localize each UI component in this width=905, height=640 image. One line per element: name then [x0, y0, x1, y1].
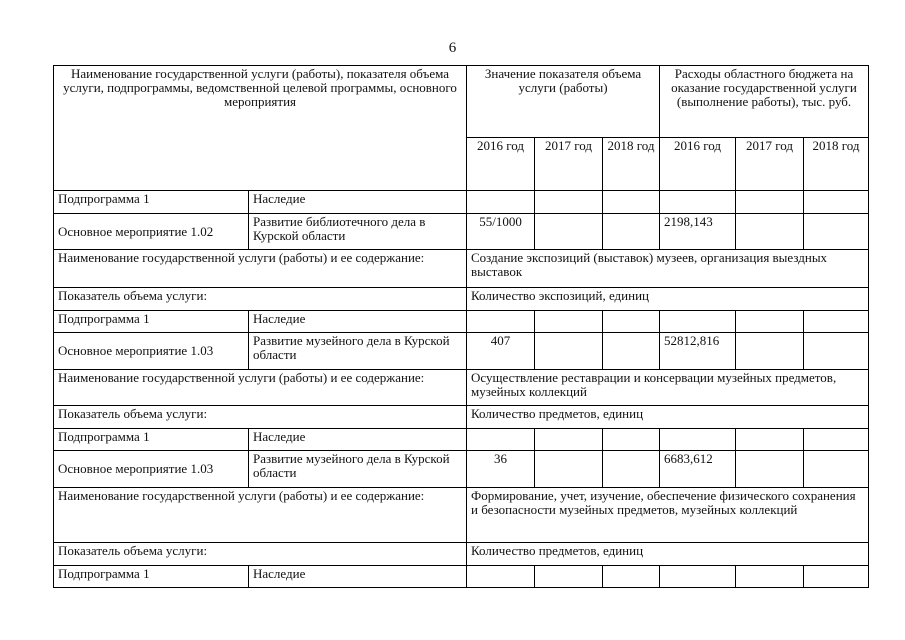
header-year: 2018 год — [804, 138, 869, 191]
empty-cell — [804, 311, 869, 333]
activity-row — [54, 333, 869, 370]
indicator-row — [54, 543, 869, 566]
empty-cell — [467, 311, 535, 333]
indicator-text: Количество экспозиций, единиц — [467, 288, 869, 311]
header-year: 2016 год — [660, 138, 736, 191]
empty-cell — [804, 566, 869, 588]
empty-cell — [467, 429, 535, 451]
empty-cell — [736, 311, 804, 333]
header-row — [54, 66, 869, 138]
subprogram-row — [54, 191, 869, 214]
service-label: Наименование государственной услуги (работы) и ее содержание: — [54, 250, 467, 288]
value-cell — [736, 333, 804, 370]
empty-cell — [804, 429, 869, 451]
service-text: Осуществление реставрации и консервации музейных предметов, музейных коллекций — [467, 370, 869, 406]
header-year: 2017 год — [535, 138, 603, 191]
value-cell — [736, 451, 804, 488]
activity-label: Основное мероприятие 1.03 — [54, 451, 249, 488]
value-cell: 2198,143 — [660, 214, 736, 250]
subprogram-name: Наследие — [249, 429, 467, 451]
value-cell — [804, 214, 869, 250]
subprogram-row — [54, 566, 869, 588]
empty-cell — [660, 311, 736, 333]
activity-row — [54, 451, 869, 488]
indicator-label: Показатель объема услуги: — [54, 288, 467, 311]
activity-name: Развитие музейного дела в Курской области — [249, 333, 467, 370]
value-cell — [804, 333, 869, 370]
indicator-label: Показатель объема услуги: — [54, 406, 467, 429]
value-cell: 36 — [467, 451, 535, 488]
empty-cell — [467, 566, 535, 588]
empty-cell — [660, 429, 736, 451]
value-cell — [535, 214, 603, 250]
service-label: Наименование государственной услуги (работы) и ее содержание: — [54, 370, 467, 406]
activity-label: Основное мероприятие 1.02 — [54, 214, 249, 250]
empty-cell — [603, 566, 660, 588]
service-text: Создание экспозиций (выставок) музеев, организация выездных выставок — [467, 250, 869, 288]
indicator-row — [54, 288, 869, 311]
empty-cell — [804, 191, 869, 214]
header-year: 2018 год — [603, 138, 660, 191]
value-cell: 407 — [467, 333, 535, 370]
empty-cell — [603, 191, 660, 214]
service-text: Формирование, учет, изучение, обеспечение физического сохранения и безопасности музейных предметов, музейных коллекций — [467, 488, 869, 543]
empty-cell — [736, 191, 804, 214]
value-cell — [736, 214, 804, 250]
value-cell — [603, 333, 660, 370]
activity-label: Основное мероприятие 1.03 — [54, 333, 249, 370]
subprogram-row — [54, 429, 869, 451]
indicator-row — [54, 406, 869, 429]
header-year: 2016 год — [467, 138, 535, 191]
empty-cell — [736, 429, 804, 451]
empty-cell — [736, 566, 804, 588]
subprogram-name: Наследие — [249, 566, 467, 588]
value-cell: 55/1000 — [467, 214, 535, 250]
value-cell: 52812,816 — [660, 333, 736, 370]
service-row — [54, 488, 869, 543]
empty-cell — [603, 429, 660, 451]
subprogram-label: Подпрограмма 1 — [54, 566, 249, 588]
value-cell — [535, 333, 603, 370]
value-cell — [603, 451, 660, 488]
empty-cell — [535, 191, 603, 214]
empty-cell — [603, 311, 660, 333]
subprogram-name: Наследие — [249, 311, 467, 333]
header-indicator-group: Значение показателя объема услуги (работы) — [467, 66, 660, 138]
service-label: Наименование государственной услуги (работы) и ее содержание: — [54, 488, 467, 543]
page-number: 6 — [448, 40, 457, 56]
service-row — [54, 250, 869, 288]
value-cell — [603, 214, 660, 250]
indicator-text: Количество предметов, единиц — [467, 543, 869, 566]
subprogram-name: Наследие — [249, 191, 467, 214]
value-cell: 6683,612 — [660, 451, 736, 488]
activity-row — [54, 214, 869, 250]
header-name-column: Наименование государственной услуги (работы), показателя объема услуги, подпрограммы, ведомственной целевой программы, основного мероприятия — [54, 66, 467, 191]
header-expense-group: Расходы областного бюджета на оказание государственной услуги (выполнение работы), тыс. руб. — [660, 66, 869, 138]
subprogram-label: Подпрограмма 1 — [54, 191, 249, 214]
empty-cell — [467, 191, 535, 214]
subprogram-label: Подпрограмма 1 — [54, 311, 249, 333]
empty-cell — [660, 191, 736, 214]
subprogram-label: Подпрограмма 1 — [54, 429, 249, 451]
report-table — [53, 65, 869, 588]
indicator-label: Показатель объема услуги: — [54, 543, 467, 566]
subprogram-row — [54, 311, 869, 333]
empty-cell — [660, 566, 736, 588]
activity-name: Развитие музейного дела в Курской области — [249, 451, 467, 488]
empty-cell — [535, 429, 603, 451]
indicator-text: Количество предметов, единиц — [467, 406, 869, 429]
service-row — [54, 370, 869, 406]
value-cell — [535, 451, 603, 488]
value-cell — [804, 451, 869, 488]
empty-cell — [535, 311, 603, 333]
empty-cell — [535, 566, 603, 588]
header-year: 2017 год — [736, 138, 804, 191]
activity-name: Развитие библиотечного дела в Курской области — [249, 214, 467, 250]
